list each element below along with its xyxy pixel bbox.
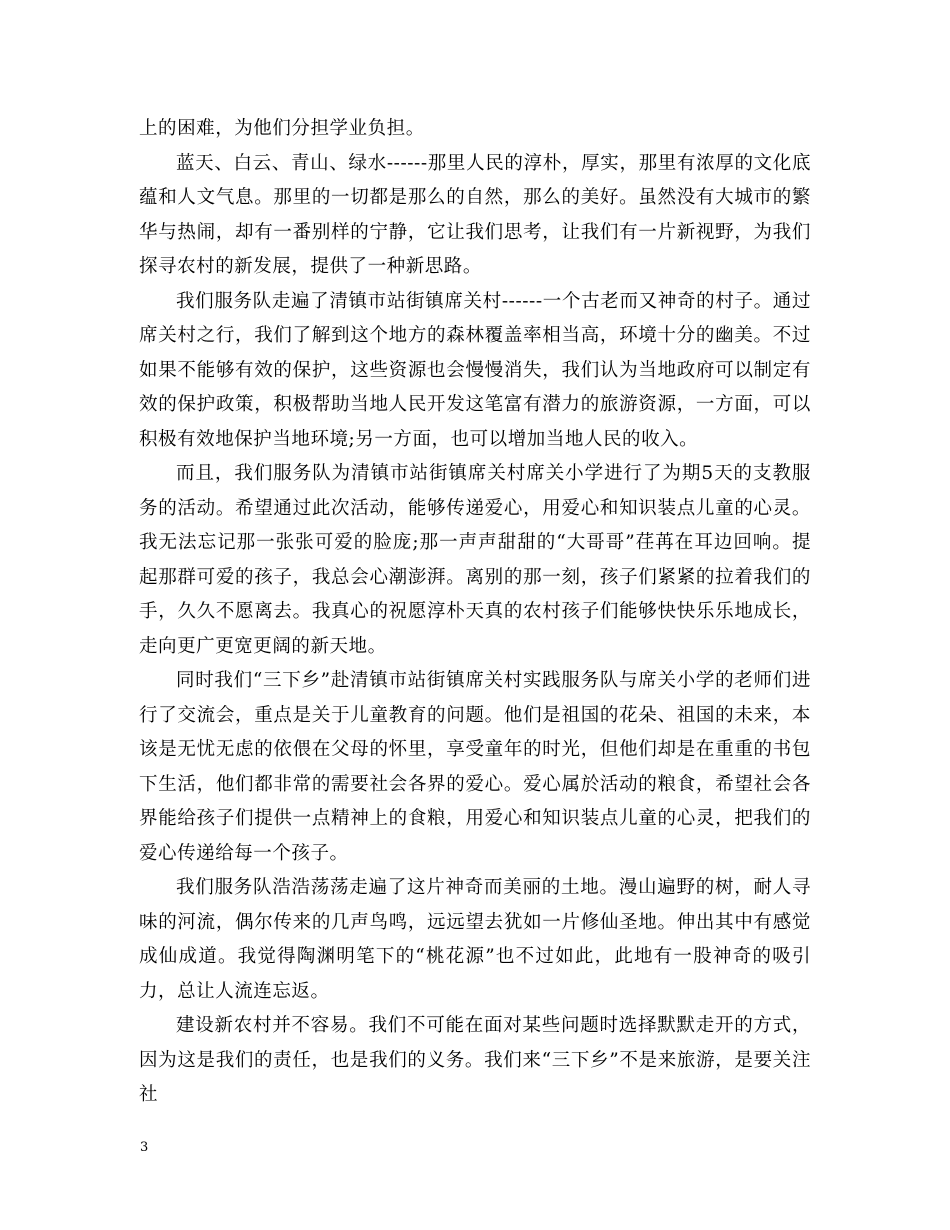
- paragraph-new-countryside: 建设新农村并不容易。我们不可能在面对某些问题时选择默默走开的方式，因为这是我们的责任，也是我们的义务。我们来“三下乡”不是来旅游，是要关注社: [139, 1015, 811, 1105]
- paragraph-teaching-service: 而且，我们服务队为清镇市站街镇席关村席关小学进行了为期5天的支教服务的活动。希望通过此次活动，能够传递爱心，用爱心和知识装点儿童的心灵。我无法忘记那一张张可爱的脸庞;那一声声甜甜的“大哥哥”荏苒在耳边回响。提起那群可爱的孩子，我总会心潮澎湃。离别的那一刻，孩子们紧紧的拉着我们的手，久久不愿离去。我真心的祝愿淳朴天真的农村孩子们能够快快乐乐地成长，走向更广更宽更阔的新天地。: [139, 463, 811, 657]
- paragraph-village-visit: 我们服务队走遍了清镇市站街镇席关村------一个古老而又神奇的村子。通过席关村之行，我们了解到这个地方的森林覆盖率相当高，环境十分的幽美。不过如果不能够有效的保护，这些资源也会慢慢消失，我们认为当地政府可以制定有效的保护政策，积极帮助当地人民开发这笔富有潜力的旅游资源，一方面，可以积极有效地保护当地环境;另一方面，也可以增加当地人民的收入。: [139, 290, 811, 450]
- paragraph-scenery: 蓝天、白云、青山、绿水------那里人民的淳朴，厚实，那里有浓厚的文化底蕴和人文气息。那里的一切都是那么的自然，那么的美好。虽然没有大城市的繁华与热闹，却有一番别样的宁静，它让我们思考，让我们有一片新视野，为我们探寻农村的新发展，提供了一种新思路。: [139, 152, 811, 277]
- page-number: 3: [140, 1140, 149, 1155]
- document-body: [139, 112, 811, 1113]
- paragraph-continuation: 上的困难，为他们分担学业负担。: [139, 118, 425, 139]
- paragraph-landscape: 我们服务队浩浩荡荡走遍了这片神奇而美丽的土地。漫山遍野的树，耐人寻味的河流，偶尔传来的几声鸟鸣，远远望去犹如一片修仙圣地。伸出其中有感觉成仙成道。我觉得陶渊明笔下的“桃花源”也不过如此，此地有一股神奇的吸引力，总让人流连忘返。: [139, 877, 811, 1002]
- paragraph-teacher-exchange: 同时我们“三下乡”赴清镇市站街镇席关村实践服务队与席关小学的老师们进行了交流会，重点是关于儿童教育的问题。他们是祖国的花朵、祖国的未来，本该是无忧无虑的依偎在父母的怀里，享受童年的时光，但他们却是在重重的书包下生活，他们都非常的需要社会各界的爱心。爱心属於活动的粮食，希望社会各界能给孩子们提供一点精神上的食粮，用爱心和知识装点儿童的心灵，把我们的爱心传递给每一个孩子。: [139, 670, 811, 864]
